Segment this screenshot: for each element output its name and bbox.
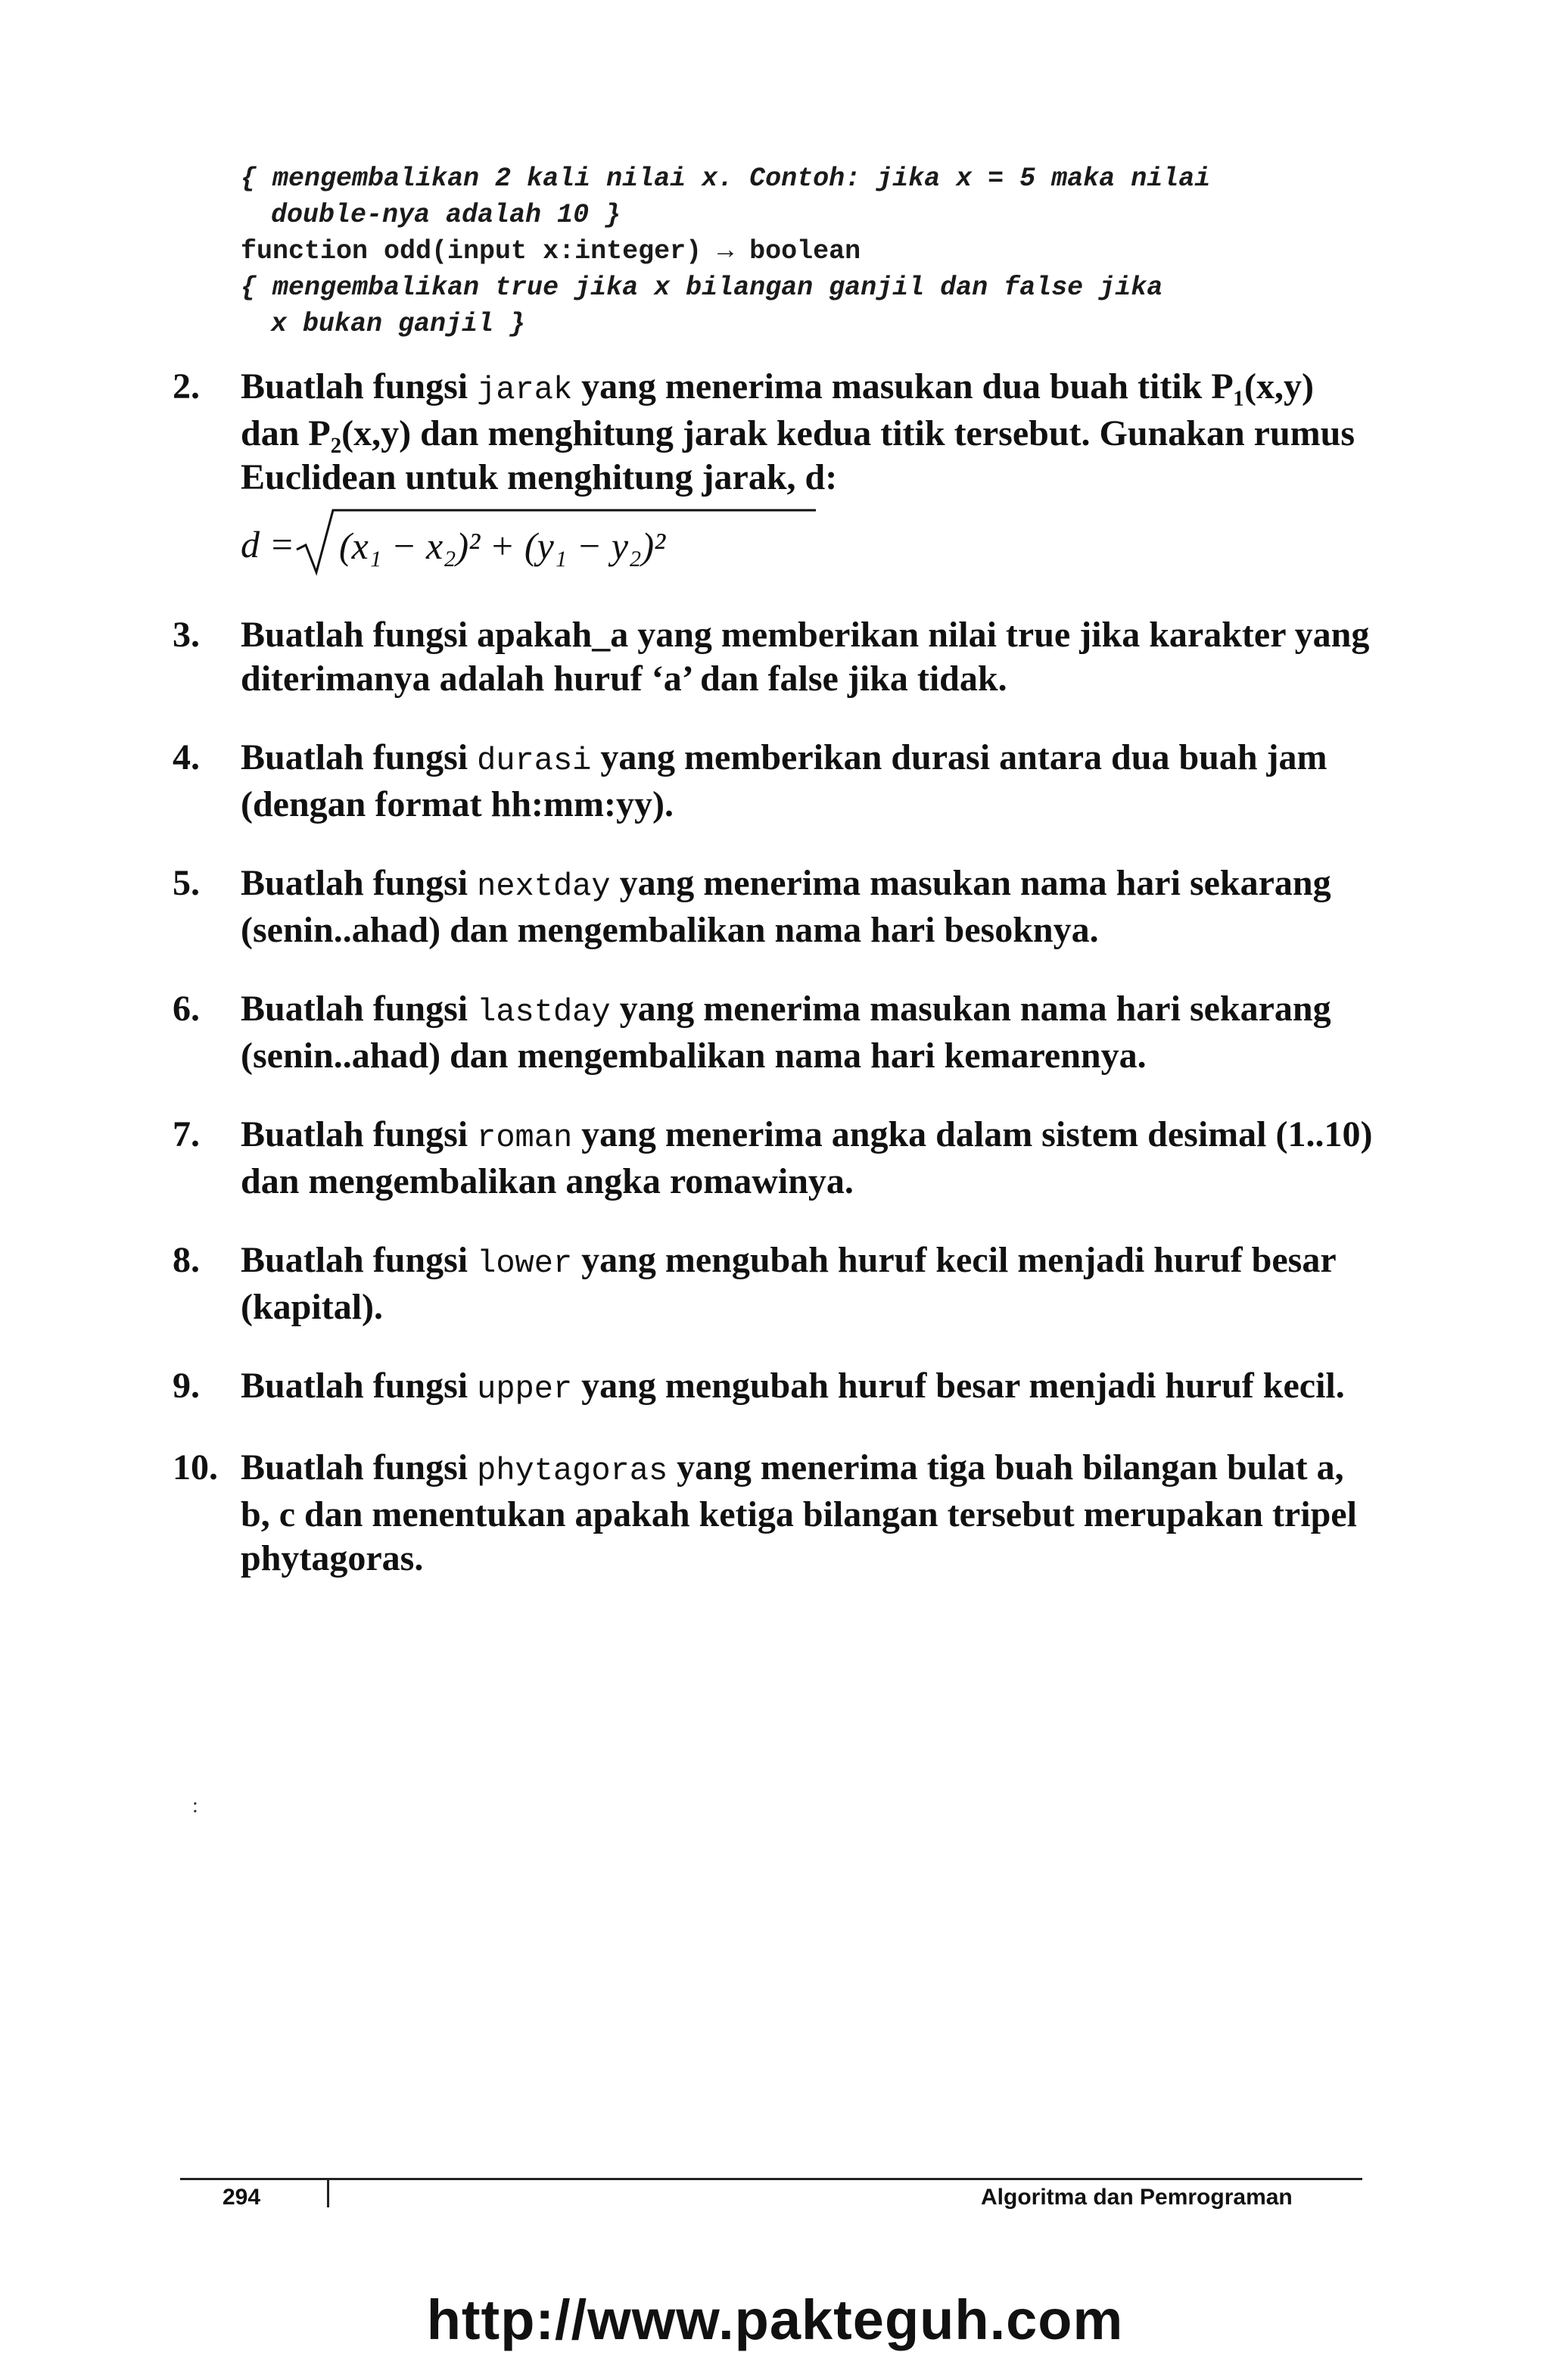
exercise-text (241, 1238, 1376, 1329)
code-comment-line: { mengembalikan true jika x bilangan ganjil dan false jika (241, 273, 1163, 303)
page-number: 294 (223, 2185, 261, 2210)
exercise-number: 4. (173, 737, 200, 777)
exercise-text-part: Buatlah fungsi (241, 989, 478, 1029)
scan-speck: : (192, 1794, 198, 1818)
exercise-text-part: Buatlah fungsi (241, 737, 478, 777)
function-name: roman (477, 1120, 573, 1156)
exercise-item (173, 861, 1376, 952)
function-name: lower (477, 1245, 573, 1282)
book-title: Algoritma dan Pemrograman (981, 2185, 1293, 2210)
exercise-number: 7. (173, 1114, 200, 1154)
function-name: durasi (477, 743, 592, 779)
function-name: phytagoras (477, 1453, 668, 1489)
euclidean-formula (241, 506, 1376, 578)
code-comment-line: x bukan ganjil } (271, 309, 526, 339)
code-snippet (241, 160, 1346, 342)
code-function-signature: function odd(input x:integer) → boolean (241, 236, 861, 266)
exercise-text-part: Buatlah fungsi (241, 1114, 478, 1154)
exercise-text-part: yang menerima tiga buah bilangan bulat a, b, c dan menentukan apakah ketiga bilangan tersebut merupakan tripel phytagoras. (241, 1447, 1357, 1578)
function-name: nextday (477, 868, 611, 905)
exercise-number: 9. (173, 1366, 200, 1406)
exercise-text-part: Buatlah fungsi (241, 1447, 478, 1488)
exercise-text (241, 365, 1376, 500)
exercise-number: 8. (173, 1240, 200, 1280)
exercise-text-part: yang menerima masukan dua buah titik P₁(x,y) dan P₂(x,y) dan menghitung jarak kedua titik tersebut. Gunakan rumus Euclidean untuk menghitung jarak, d: (241, 366, 1355, 497)
function-name: upper (477, 1371, 573, 1407)
exercise-text (241, 987, 1376, 1078)
exercise-text-part: yang menerima masukan nama hari sekarang (senin..ahad) dan mengembalikan nama hari besoknya. (241, 863, 1331, 950)
exercise-text (241, 861, 1376, 952)
exercise-text-part: Buatlah fungsi (241, 863, 478, 903)
exercise-text (241, 1113, 1376, 1204)
exercise-number: 2. (173, 366, 200, 407)
footer-divider (180, 2178, 1362, 2180)
exercise-text-part: yang memberikan durasi antara dua buah jam (dengan format hh:mm:yy). (241, 737, 1327, 824)
formula-radical (294, 506, 823, 578)
footer-separator (327, 2180, 329, 2207)
exercise-number: 6. (173, 989, 200, 1029)
exercise-text-part: Buatlah fungsi (241, 1366, 478, 1406)
exercise-item (173, 1113, 1376, 1204)
exercise-number: 3. (173, 615, 200, 655)
exercise-text: Buatlah fungsi apakah_a yang memberikan nilai true jika karakter yang diterimanya adalah huruf ‘a’ dan false jika tidak. (241, 615, 1370, 699)
exercise-text-part: yang mengubah huruf kecil menjadi huruf besar (kapital). (241, 1240, 1336, 1327)
exercise-item (173, 365, 1376, 578)
exercise-text-part: Buatlah fungsi (241, 1240, 478, 1280)
exercise-number: 10. (173, 1447, 218, 1488)
exercise-item (173, 736, 1376, 827)
exercise-item (173, 1238, 1376, 1329)
formula-rhs: (x₁ − x₂)² + (y₁ − y₂)² (339, 525, 666, 567)
code-comment-line: double-nya adalah 10 } (271, 200, 621, 230)
exercise-text-part: yang menerima angka dalam sistem desimal (1..10) dan mengembalikan angka romawinya. (241, 1114, 1373, 1201)
function-name: jarak (477, 372, 573, 408)
exercise-item (173, 1446, 1376, 1581)
exercise-text-part: yang mengubah huruf besar menjadi huruf kecil. (572, 1366, 1345, 1406)
formula-lhs: d = (241, 523, 295, 565)
function-name: lastday (477, 994, 611, 1030)
code-comment-line: { mengembalikan 2 kali nilai x. Contoh: jika x = 5 maka nilai (241, 164, 1211, 194)
watermark-url: http://www.pakteguh.com (426, 2288, 1124, 2351)
exercise-list (173, 365, 1376, 1615)
exercise-number: 5. (173, 863, 200, 903)
exercise-item (173, 1364, 1376, 1411)
exercise-text-part: yang menerima masukan nama hari sekarang (senin..ahad) dan mengembalikan nama hari kemarennya. (241, 989, 1331, 1076)
exercise-item (173, 987, 1376, 1078)
exercise-item (173, 613, 1376, 701)
exercise-text (241, 736, 1376, 827)
exercise-text (241, 1364, 1376, 1411)
exercise-text-part: Buatlah fungsi (241, 366, 478, 407)
exercise-text (241, 1446, 1376, 1581)
